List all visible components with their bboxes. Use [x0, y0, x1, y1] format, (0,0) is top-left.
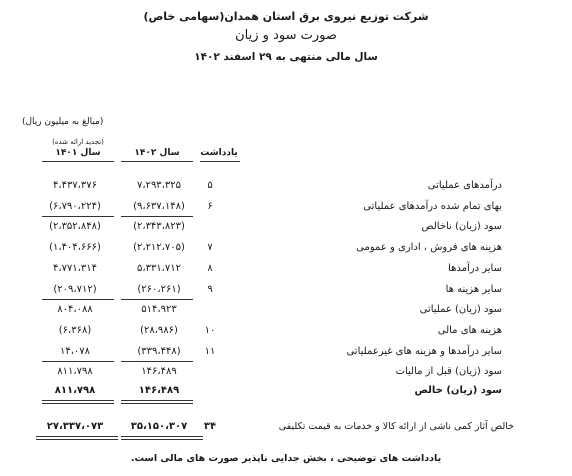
value-1402: ۳۵،۱۵۰،۳۰۷ [130, 421, 188, 432]
value-1402: ۱۴۶،۴۸۹ [141, 366, 177, 377]
note-ref: ۶ [207, 201, 213, 212]
row-label: سود (زیان) قبل از مالیات [395, 366, 502, 377]
row-label: درآمدهای عملیاتی [427, 180, 502, 191]
value-1401: ۸۱۱،۷۹۸ [57, 366, 93, 377]
row-label: سایر درآمدها و هزینه های غیرعملیاتی [346, 346, 502, 357]
table-row [0, 219, 572, 235]
statement-title: صورت سود و زیان [235, 28, 337, 43]
row-label: بهای تمام شده درآمدهای عملیاتی [363, 201, 502, 212]
table-row [0, 302, 572, 318]
value-1402: ۷،۲۹۳،۳۲۵ [136, 180, 182, 191]
total-line-1401 [36, 439, 118, 440]
table-row [0, 364, 572, 380]
company-name: شرکت توزیع نیروی برق استان همدان(سهامی خاص) [143, 10, 429, 23]
value-1401: ۸۰۴،۰۸۸ [57, 304, 93, 315]
value-1402: (۲،۳۴۳،۸۲۳) [133, 221, 185, 232]
value-1402: (۲،۲۱۲،۷۰۵) [133, 242, 185, 253]
total-line-1401 [36, 436, 118, 437]
note-ref: ۵ [207, 180, 213, 191]
note-ref: ۱۰ [204, 325, 216, 336]
total-line-1402 [121, 436, 203, 437]
note-ref: ۱۱ [204, 346, 216, 357]
value-1401: (۲،۳۵۲،۸۴۸) [49, 221, 101, 232]
note-ref: ۸ [207, 263, 213, 274]
header-underline-1401 [42, 161, 114, 162]
value-1402: (۲۸،۹۸۶) [140, 325, 178, 336]
units-note: (مبالغ به میلیون ریال) [22, 117, 104, 127]
note-ref: ۳۴ [203, 421, 217, 432]
table-row [0, 344, 572, 360]
footer-note: یادداشت های توضیحی ، بخش جدایی ناپذیر صورت های مالی است. [130, 453, 442, 464]
header-underline-1402 [121, 161, 193, 162]
subtotal-line-1402 [121, 216, 193, 217]
value-1401: ۱۴،۰۷۸ [59, 346, 91, 357]
value-1402: ۵،۳۳۱،۷۱۲ [136, 263, 182, 274]
table-row [0, 323, 572, 339]
table-row [0, 419, 572, 435]
value-1401: (۶،۷۹۰،۲۲۴) [49, 201, 101, 212]
subtotal-line-1402 [121, 361, 193, 362]
total-line-1402 [121, 403, 193, 404]
value-1401: ۸۱۱،۷۹۸ [54, 385, 96, 396]
table-row [0, 261, 572, 277]
note-ref: ۷ [207, 242, 213, 253]
restated-note: (تجدید ارائه شده) [52, 138, 104, 146]
total-line-1402 [121, 439, 203, 440]
table-row [0, 383, 572, 399]
column-header-1402: سال ۱۴۰۲ [134, 148, 180, 158]
subtotal-line-1401 [42, 299, 114, 300]
row-label: سایر درآمدها [448, 263, 502, 274]
table-row [0, 240, 572, 256]
value-1402: ۵۱۴،۹۲۳ [141, 304, 177, 315]
value-1402: ۱۴۶،۴۸۹ [138, 385, 180, 396]
row-label: سود (زیان) عملیاتی [419, 304, 502, 315]
fiscal-period: سال مالی منتهی به ۲۹ اسفند ۱۴۰۲ [194, 51, 378, 63]
subtotal-line-1401 [42, 361, 114, 362]
column-header-1401: سال ۱۴۰۱ [55, 148, 101, 158]
value-1402: (۳۳۹،۴۴۸) [137, 346, 181, 357]
value-1401: (۱،۴۰۴،۶۶۶) [49, 242, 101, 253]
row-label: سایر هزینه ها [445, 284, 502, 295]
table-row [0, 178, 572, 194]
value-1401: ۲۷،۳۳۷،۰۷۳ [46, 421, 104, 432]
subtotal-line-1402 [121, 299, 193, 300]
value-1402: (۹،۶۳۷،۱۴۸) [133, 201, 185, 212]
value-1401: (۲۰۹،۷۱۲) [53, 284, 97, 295]
value-1401: (۶،۳۶۸) [58, 325, 92, 336]
value-1402: (۲۶۰،۲۶۱) [137, 284, 181, 295]
table-row [0, 282, 572, 298]
value-1401: ۴،۴۳۷،۳۷۶ [52, 180, 98, 191]
column-header-note: یادداشت [200, 148, 238, 158]
row-label: هزینه های مالی [437, 325, 502, 336]
total-line-1401 [42, 400, 114, 401]
header-underline-note [200, 161, 240, 162]
row-label: سود (زیان) خالص [414, 385, 502, 396]
row-label: سود (زیان) ناخالص [421, 221, 502, 232]
note-ref: ۹ [207, 284, 213, 295]
row-label: هزینه های فروش ، اداری و عمومی [356, 242, 502, 253]
subtotal-line-1401 [42, 216, 114, 217]
value-1401: ۴،۷۷۱،۳۱۴ [52, 263, 98, 274]
total-line-1401 [42, 403, 114, 404]
table-row [0, 199, 572, 215]
total-line-1402 [121, 400, 193, 401]
row-label: خالص آثار کمی ناشی از ارائه کالا و خدمات به قیمت تکلیفی [278, 421, 514, 432]
